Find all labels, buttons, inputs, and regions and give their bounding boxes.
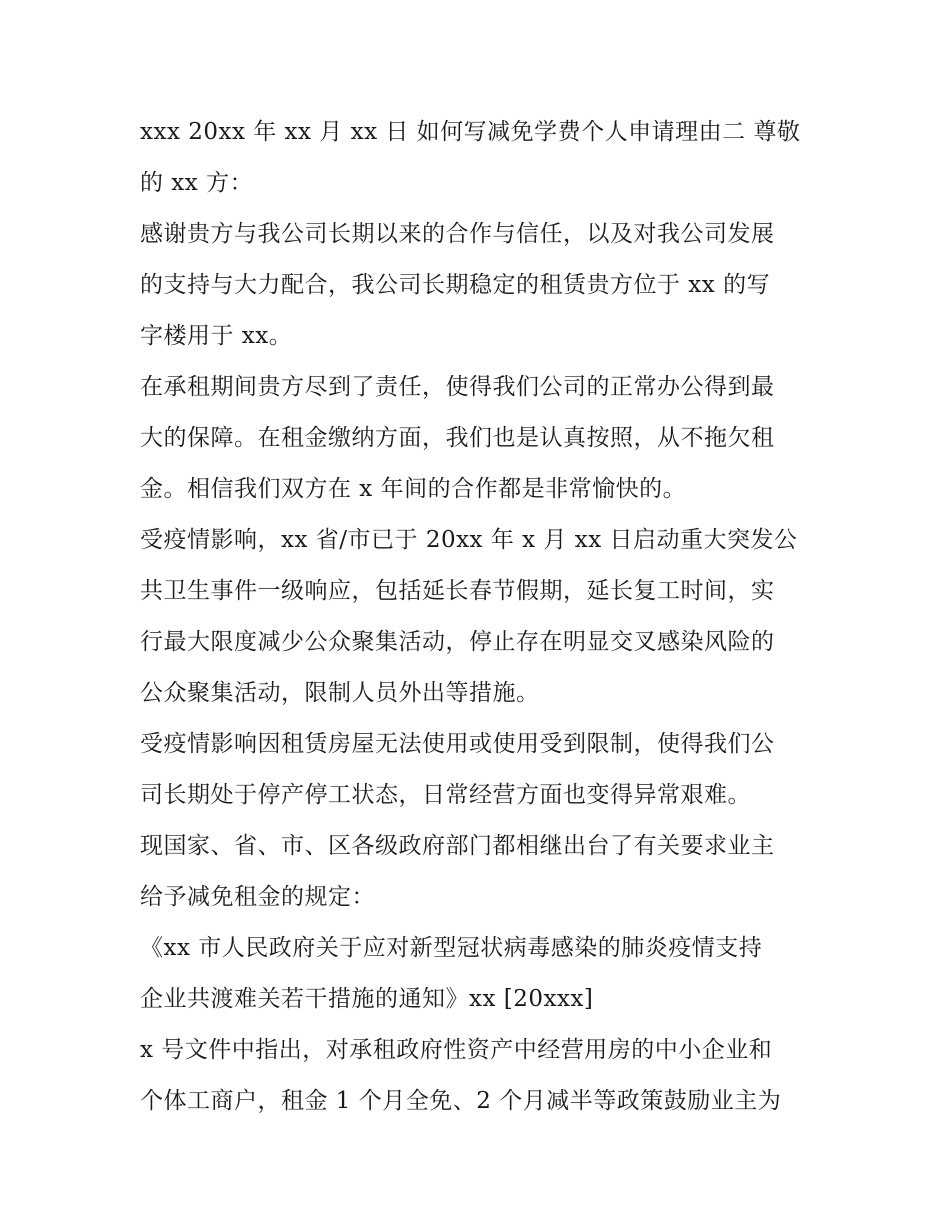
text-line-3: 感谢贵方与我公司长期以来的合作与信任，以及对我公司发展 — [140, 221, 775, 247]
document-body — [140, 107, 820, 1127]
text-line-2: 的 xx 方： — [140, 170, 254, 196]
text-line-11: 行最大限度减少公众聚集活动，停止存在明显交叉感染风险的 — [140, 629, 775, 655]
text-line-6: 在承租期间贵方尽到了责任，使得我们公司的正常办公得到最 — [140, 374, 775, 400]
text-line-8: 金。相信我们双方在 x 年间的合作都是非常愉快的。 — [140, 476, 687, 502]
text-line-14: 司长期处于停产停工状态，日常经营方面也变得异常艰难。 — [140, 782, 751, 808]
text-line-10: 共卫生事件一级响应，包括延长春节假期，延长复工时间，实 — [140, 578, 775, 604]
text-line-1: xxx 20xx 年 xx 月 xx 日 如何写减免学费个人申请理由二 尊敬 — [140, 119, 801, 145]
text-line-20: 个体工商户，租金 1 个月全免、2 个月减半等政策鼓励业主为 — [140, 1088, 782, 1114]
text-line-5: 字楼用于 xx。 — [140, 323, 293, 349]
text-line-19: x 号文件中指出，对承租政府性资产中经营用房的中小企业和 — [140, 1037, 773, 1063]
text-line-9: 受疫情影响，xx 省/市已于 20xx 年 x 月 xx 日启动重大突发公 — [140, 527, 798, 553]
text-line-7: 大的保障。在租金缴纳方面，我们也是认真按照，从不拖欠租 — [140, 425, 775, 451]
text-line-13: 受疫情影响因租赁房屋无法使用或使用受到限制，使得我们公 — [140, 731, 775, 757]
text-line-17: 《xx 市人民政府关于应对新型冠状病毒感染的肺炎疫情支持 — [140, 935, 763, 961]
text-line-18: 企业共渡难关若干措施的通知》xx [20xxx] — [140, 986, 594, 1012]
text-line-4: 的支持与大力配合，我公司长期稳定的租赁贵方位于 xx 的写 — [140, 272, 771, 298]
text-line-16: 给予减免租金的规定： — [140, 884, 375, 910]
text-line-12: 公众聚集活动，限制人员外出等措施。 — [140, 680, 540, 706]
text-line-15: 现国家、省、市、区各级政府部门都相继出台了有关要求业主 — [140, 833, 775, 859]
